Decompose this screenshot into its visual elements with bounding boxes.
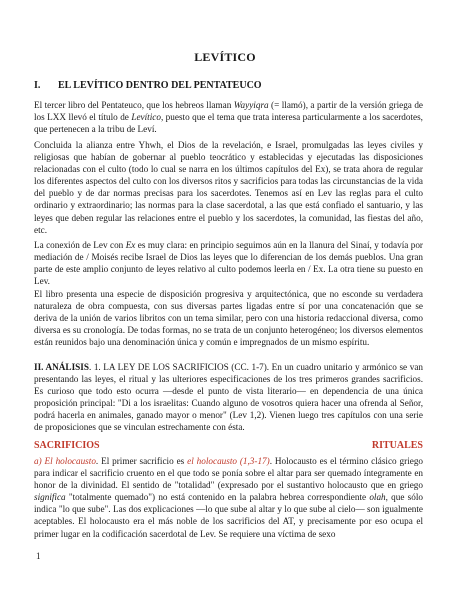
paragraph-connection xyxy=(34,239,423,287)
italic-reference: el holocausto (1,3-17) xyxy=(187,456,270,466)
column-headings xyxy=(34,440,423,451)
text-run: . 1. LA LEY DE LOS SACRIFICIOS (CC. 1-7). En un cuadro unitario y armónico se van presentando las leyes, el ritual y las ulteriores especificaciones de los tres primeros grandes sacrificios. Es curioso que todo esto ocurra —desde el punto de vista literario— en dependencia de una única proposición principal: "Di a los israelitas: Cuando alguno de vosotros quiera hacer una ofrenda al Señor, podrá hacerla en animales, ganado mayor o menor" (Lev 1,2). Vienen luego tres capítulos con una serie de proposiciones que se vinculan estrechamente con ésta. xyxy=(34,362,423,433)
italic-term: significa xyxy=(34,492,66,503)
paragraph-holocausto xyxy=(34,455,423,540)
italic-term: olah xyxy=(369,492,386,503)
heading-rituales: RITUALES xyxy=(371,440,423,451)
paragraph-structure: El libro presenta una especie de disposición progresiva y arquitectónica, que no esconde su verdadera naturaleza de obra compuesta, con sus diversas partes ligadas entre sí por una concatenación que se deriva de la unión de varios libritos con un tema similar, pero con una historia redaccional diversa, como diversa es su cronología. De todas formas, no se trata de un conjunto heterogéneo; los diversos elementos están reunidos bajo una denominación única y común e impregnados de un mismo espíritu. xyxy=(34,289,423,348)
text-run: . Holocausto es el término clásico griego para indicar el sacrificio cruento en el que todo se ponía sobre el altar para ser quemado íntegramente en honor de la divinidad. El sentido de "totalidad" (expresado por el sustantivo holocausto que en griego xyxy=(34,456,424,491)
italic-term: Levítico xyxy=(131,112,161,123)
subheading-holocausto: a) El holocausto xyxy=(34,456,96,466)
italic-term: Ex xyxy=(125,240,136,250)
paragraph-alliance: Concluida la alianza entre Yhwh, el Dios de la revelación, e Israel, promulgadas las leyes civiles y religiosas que habían de gobernar al pueblo teocrático y establecidas y ejecutadas las disposiciones relacionadas con el culto (todo lo cual se narra en los últimos capítulos del Ex), se trata ahora de regular los diferentes aspectos del culto con los diversos ritos y sacrificios para todas las circunstancias de la vida del pueblo y de dar normas precisas para los sacerdotes. Tenemos así en Lev las reglas para el culto ordinario y extraordinario; las normas para la clase sacerdotal, a las que está confiado el santuario, y las leyes que deben regular las relaciones entre el pueblo y los sacerdotes, la comunidad, las fiestas del año, etc. xyxy=(34,140,423,235)
text-run: es muy clara: en principio seguimos aún en la llanura del Sinaí, y todavía por mediación de / Moisés recibe Israel de Dios las leyes que lo diferencian de los demás pueblos. Una gran parte de este amplio conjunto de leyes relativo al culto podemos leerla en / Ex. La otra tiene su puesto en Lev. xyxy=(34,240,423,287)
text-run: , puesto que el tema que trata interesa particularmente a los sacerdotes, que pertenecen a la tribu de Leví. xyxy=(34,112,423,135)
section-number: I. xyxy=(34,80,41,91)
text-run: "totalmente quemado") no está contenido en la palabra hebrea correspondiente xyxy=(65,492,370,503)
section-heading-text: EL LEVÍTICO DENTRO DEL PENTATEUCO xyxy=(58,80,262,91)
page-number: 1 xyxy=(36,551,41,561)
text-run: El tercer libro del Pentateuco, que los hebreos llaman xyxy=(34,100,234,110)
heading-sacrificios: SACRIFICIOS xyxy=(34,440,100,451)
analysis-heading: II. ANÁLISIS xyxy=(34,362,89,372)
italic-term: Wayyiqra xyxy=(233,100,269,110)
paragraph-analysis xyxy=(34,361,423,434)
text-run: , que sólo indica "lo que sube". Las dos explicaciones —lo que sube al altar y lo que sube al cielo— son igualmente aceptables. El holocausto era el más noble de los sacrificios del AT, y precisamente por eso ocupa el primer lugar en la codificación sacerdotal de Lev. Se requiere una víctima de sexo xyxy=(34,492,423,539)
text-run: La conexión de Lev con xyxy=(34,240,126,250)
paragraph-intro xyxy=(34,99,423,135)
section-heading xyxy=(34,80,424,91)
text-run: (= llamó), a partir de la versión griega de los LXX llevó el título de xyxy=(34,100,423,123)
document-title: LEVÍTICO xyxy=(194,50,256,64)
text-run: . El primer sacrificio es xyxy=(95,456,188,466)
